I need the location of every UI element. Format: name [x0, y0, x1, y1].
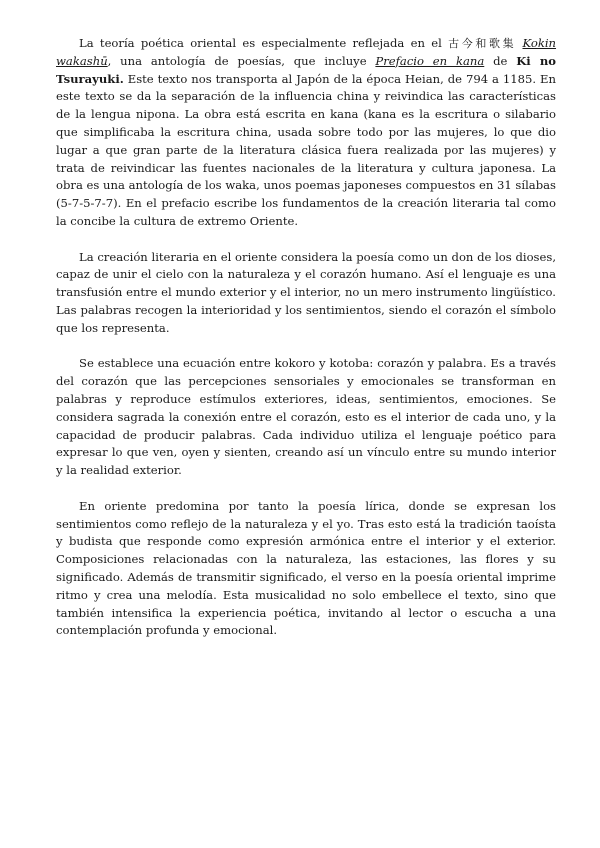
text-segment: En oriente predomina por tanto la poesía lírica, donde se expresan los sentimientos como reflejo de la naturaleza y el yo. Tras esto está la tradición taoísta y budista que responde como expresión armónica entre el interior y el exterior. Composiciones relacionadas con la naturaleza, las estaciones, las flores y su significado. Además de transmitir significado, el verso en la poesía oriental imprime ritmo y crea una melodía. Esta musicalidad no solo embellece el texto, sino que también intensifica la experiencia poética, invitando al lector o escucha a una contemplación profunda y emocional.: [56, 498, 556, 638]
paragraph-creacion-literaria: [56, 249, 556, 338]
text-segment: Este texto nos transporta al Japón de la época Heian, de 794 a 1185. En este texto se da la separación de la influencia china y reivindica las características de la lengua nipona. La obra está escrita en kana (kana es la escritura o silabario que simplificaba la escritura china, usada sobre todo por las mujeres, lo que dio lugar a que gran parte de la literatura clásica fuera realizada por las mujeres) y trata de reivindicar las fuentes nacionales de la literatura y cultura japonesa. La obra es una antología de los waka, unos poemas japoneses compuestos en 31 sílabas (5-7-5-7-7). En el prefacio escribe los fundamentos de la creación literaria tal como la concibe la cultura de extremo Oriente.: [56, 71, 556, 228]
paragraph-kokoro-kotoba: [56, 355, 556, 480]
kokin-wakashu-kanji: 古今和歌集: [448, 37, 517, 50]
text-segment: Se establece una ecuación entre kokoro y kotoba: corazón y palabra. Es a través del corazón que las percepciones sensoriales y emocionales se transforman en palabras y reproduce estímulos exteriores, ideas, sentimientos, emociones. Se considera sagrada la conexión entre el corazón, esto es el interior de cada uno, y la capacidad de producir palabras. Cada individuo utiliza el lenguaje poético para expresar lo que ven, oyen y sienten, creando así un vínculo entre su mundo interior y la realidad exterior.: [56, 356, 556, 478]
paragraph-kokin-wakashu: [56, 35, 556, 231]
text-segment: de: [484, 53, 517, 68]
text-segment: La creación literaria en el oriente considera la poesía como un don de los dioses, capaz de unir el cielo con la naturaleza y el corazón humano. Así el lenguaje es una transfusión entre el mundo exterior y el interior, no un mero instrumento lingüístico. Las palabras recogen la interioridad y los sentimientos, siendo el corazón el símbolo que los representa.: [56, 249, 556, 335]
text-segment: La teoría poética oriental es especialmente reflejada en el: [79, 36, 449, 50]
paragraph-poesia-lirica: [56, 498, 556, 640]
prefacio-en-kana-link[interactable]: Prefacio en kana: [375, 53, 485, 68]
author-name: Ki no Tsurayuki.: [56, 53, 556, 86]
kokin-wakashu-link[interactable]: Kokin wakashū: [56, 36, 557, 68]
document-page: [56, 35, 556, 640]
text-segment: , una antología de poesías, que incluye: [107, 53, 376, 68]
